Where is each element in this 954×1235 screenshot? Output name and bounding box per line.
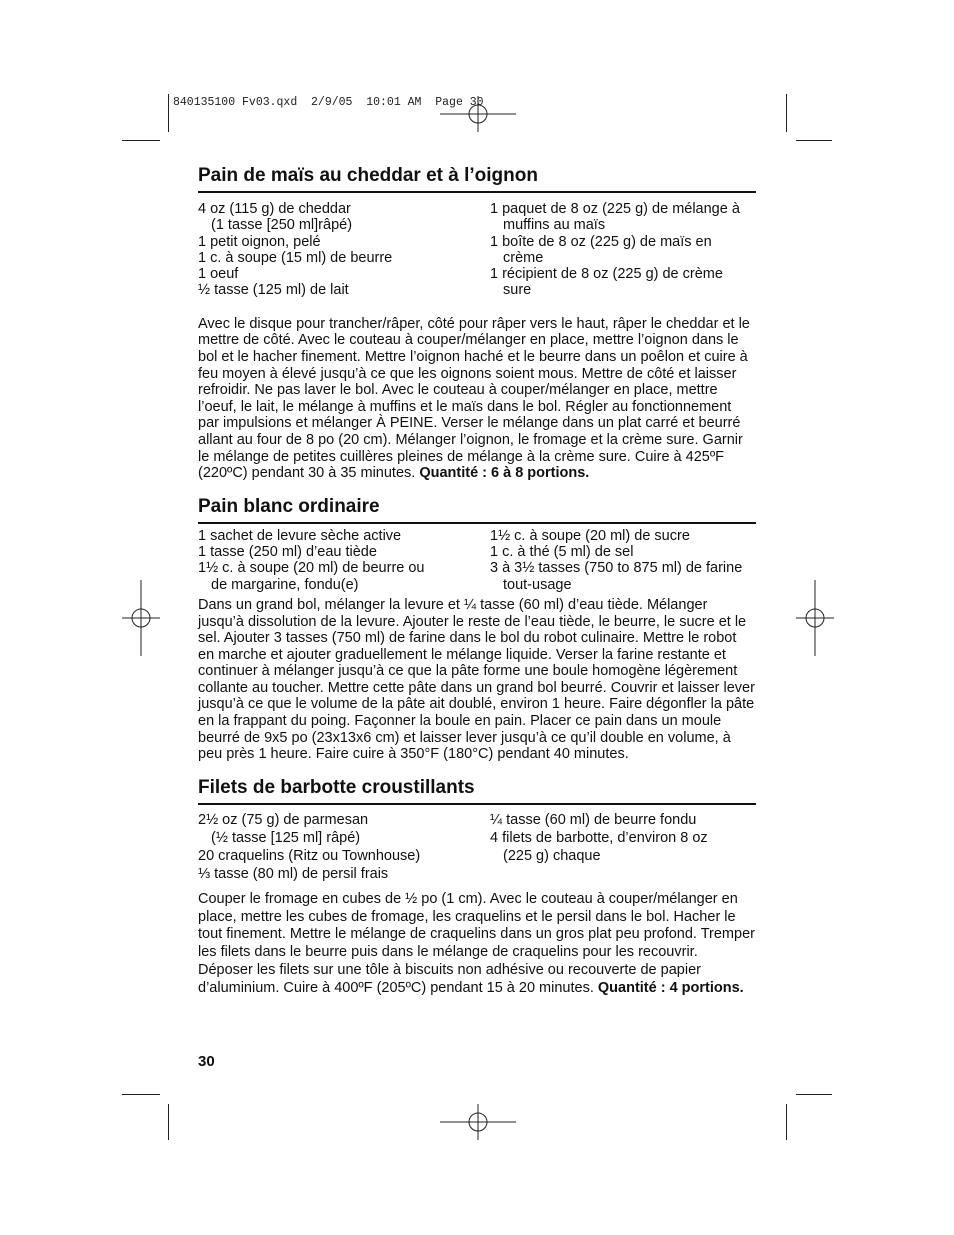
- ingredient-item: 1 oeuf: [198, 266, 239, 283]
- crop-mark-top-right-h: [796, 140, 832, 141]
- crop-mark-top-left-h: [122, 140, 160, 141]
- registration-mark-top-icon: [440, 96, 516, 132]
- ingredient-item: ½ tasse (125 ml) de lait: [198, 282, 349, 299]
- registration-mark-bottom-icon: [440, 1104, 516, 1140]
- crop-mark-bottom-right-v: [786, 1104, 787, 1140]
- ingredient-item: 2½ oz (75 g) de parmesan (½ tasse [125 ml] râpé): [198, 811, 369, 846]
- ingredient-item: 1 récipient de 8 oz (225 g) de crème sure: [490, 266, 723, 299]
- crop-mark-bottom-left-h: [122, 1094, 160, 1095]
- ingredient-item: 1½ c. à soupe (20 ml) de beurre ou de margarine, fondu(e): [198, 560, 425, 593]
- recipe-white-bread: [198, 495, 756, 763]
- registration-mark-left-icon: [122, 580, 160, 656]
- ingredient-item: 20 craquelins (Ritz ou Townhouse): [198, 847, 421, 864]
- ingredient-list: [198, 201, 756, 299]
- recipe-cornbread: [198, 164, 756, 482]
- recipe-title: Filets de barbotte croustillants: [198, 776, 756, 805]
- page-number: 30: [198, 1053, 215, 1070]
- recipe-instructions: Avec le disque pour trancher/râper, côté pour râper vers le haut, râper le cheddar et le mettre de côté. Avec le couteau à couper/mélanger en place, mettre l’oignon dans le bol et le hacher finement. Mettre l’oignon haché et le beurre dans un poêlon et cuire à feu moyen à élevé jusqu’à ce que les oignons soient mous. Mettre de côté et laisser refroidir. Ne pas laver le bol. Avec le couteau à couper/mélanger en place, mettre l’oeuf, le lait, le mélange à muffins et le maïs dans le bol. Régler au fonctionnement par impulsions et mélanger À PEINE. Verser le mélange dans un plat carré et beurré allant au four de 8 po (20 cm). Mélanger l’oignon, le fromage et la crème sure. Garnir le mélange de petites cuillères pleines de mélange à la crème sure. Cuire à 425ºF (220ºC) pendant 30 à 35 minutes. Quantité : 6 à 8 portions.: [198, 315, 750, 482]
- ingredient-item: ¼ tasse (60 ml) de beurre fondu: [490, 811, 697, 828]
- crop-mark-bottom-left-v: [168, 1104, 169, 1140]
- ingredient-column-right: [490, 201, 756, 299]
- recipe-instructions: Couper le fromage en cubes de ½ po (1 cm). Avec le couteau à couper/mélanger en place, mettre les cubes de fromage, les craquelins et le persil dans le bol. Hacher le tout finement. Mettre le mélange de craquelins dans un gros plat peu profond. Tremper les filets dans le beurre puis dans le mélange de craquelins pour les recouvrir. Déposer les filets sur une tôle à biscuits non adhésive ou recouverte de papier d’aluminium. Cuire à 400ºF (205ºC) pendant 15 à 20 minutes. Quantité : 4 portions.: [198, 890, 755, 996]
- ingredient-column-right: [490, 528, 756, 593]
- crop-mark-top-right-v: [786, 94, 787, 132]
- crop-mark-top-left-v: [168, 94, 169, 132]
- ingredient-column-left: [198, 528, 490, 593]
- crop-mark-bottom-right-h: [796, 1094, 832, 1095]
- print-slug: 840135100 Fv03.qxd 2/9/05 10:01 AM Page 30: [173, 96, 484, 109]
- ingredient-column-left: [198, 201, 490, 299]
- ingredient-item: 1 sachet de levure sèche active: [198, 527, 402, 544]
- ingredient-item: 1 paquet de 8 oz (225 g) de mélange à muffins au maïs: [490, 201, 740, 234]
- recipe-yield: Quantité : 6 à 8 portions.: [419, 465, 590, 482]
- ingredient-item: 1 c. à soupe (15 ml) de beurre: [198, 249, 393, 266]
- ingredient-item: 3 à 3½ tasses (750 to 875 ml) de farine tout-usage: [490, 560, 743, 593]
- recipe-title: Pain blanc ordinaire: [198, 495, 756, 524]
- registration-mark-right-icon: [796, 580, 834, 656]
- recipe-yield: Quantité : 4 portions.: [597, 979, 744, 996]
- recipe-catfish-fillets: [198, 776, 756, 998]
- ingredient-item: 1 tasse (250 ml) d’eau tiède: [198, 544, 377, 561]
- ingredient-item: 1 c. à thé (5 ml) de sel: [490, 544, 634, 561]
- ingredient-item: 1 boîte de 8 oz (225 g) de maïs en crème: [490, 233, 712, 266]
- ingredient-column-left: [198, 811, 490, 883]
- ingredient-item: ⅓ tasse (80 ml) de persil frais: [198, 865, 389, 882]
- recipe-page-content: [198, 164, 756, 998]
- recipe-instructions: Dans un grand bol, mélanger la levure et ¼ tasse (60 ml) d’eau tiède. Mélanger jusqu’à dissolution de la levure. Ajouter le reste de l’eau tiède, le beurre, le sucre et le sel. Ajouter 3 tasses (750 ml) de farine dans le bol du robot culinaire. Mettre le robot en marche et ajouter graduellement le mélange liquide. Verser la farine restante et continuer à mélanger jusqu’à ce que la pâte forme une boule homogène légèrement collante au toucher. Mettre cette pâte dans un grand bol beurré. Couvrir et laisser lever jusqu’à ce que le volume de la pâte ait doublé, environ 1 heure. Faire dégonfler la pâte en la frappant du poing. Façonner la boule en pain. Placer ce pain dans un moule beurré de 9x5 po (23x13x6 cm) et laisser lever jusqu’à ce qu’il double en volume, à peu près 1 heure. Faire cuire à 350°F (180°C) pendant 40 minutes.: [198, 596, 755, 763]
- ingredient-item: 4 oz (115 g) de cheddar (1 tasse [250 ml]râpé): [198, 201, 353, 234]
- ingredient-list: [198, 811, 756, 883]
- ingredient-item: 1½ c. à soupe (20 ml) de sucre: [490, 527, 690, 544]
- recipe-title: Pain de maïs au cheddar et à l’oignon: [198, 164, 756, 193]
- ingredient-item: 4 filets de barbotte, d’environ 8 oz (225 g) chaque: [490, 829, 708, 864]
- ingredient-item: 1 petit oignon, pelé: [198, 233, 321, 250]
- ingredient-column-right: [490, 811, 756, 883]
- ingredient-list: [198, 528, 756, 593]
